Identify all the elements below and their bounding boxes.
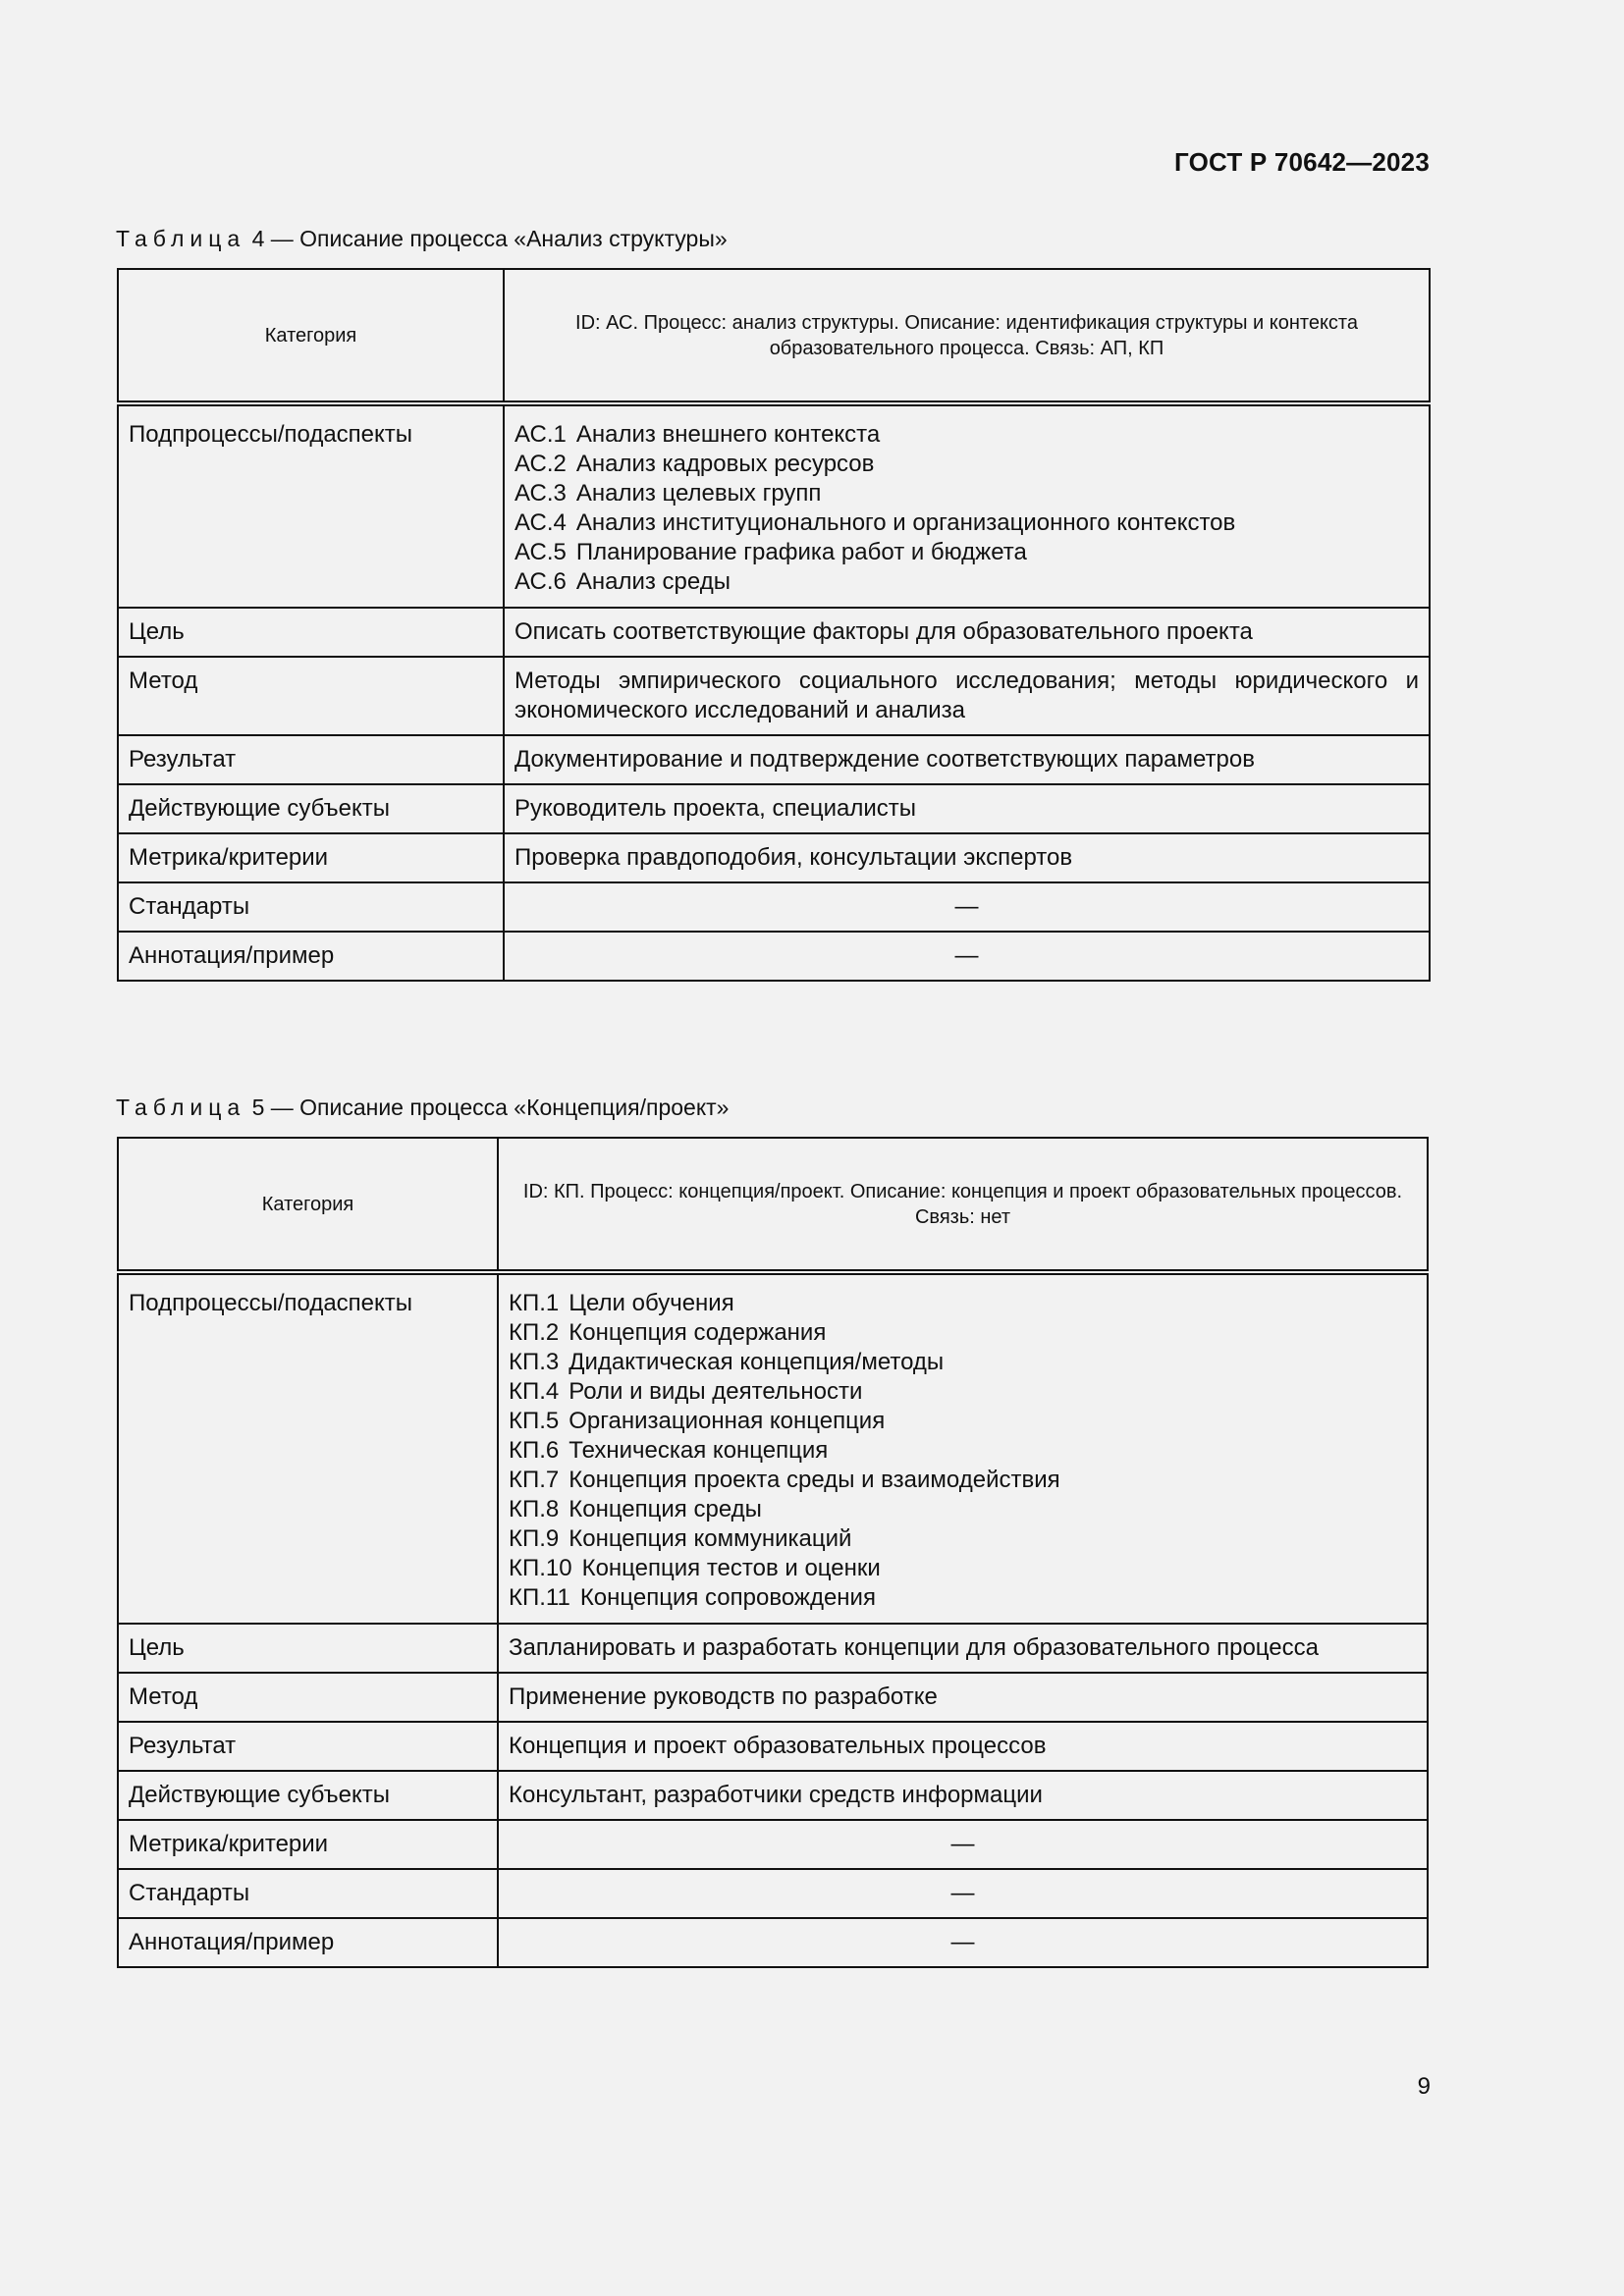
subprocess-item bbox=[509, 1436, 1417, 1466]
table5-caption bbox=[116, 1095, 729, 1121]
table5-subprocesses-list bbox=[498, 1272, 1428, 1624]
subprocess-text: Концепция коммуникаций bbox=[568, 1525, 852, 1552]
table5-row-label: Действующие субъекты bbox=[118, 1771, 498, 1820]
table4-row-value: Документирование и подтверждение соответствующих параметров bbox=[504, 735, 1430, 784]
table4-subprocesses-row bbox=[118, 403, 1430, 608]
table5-row-label: Цель bbox=[118, 1624, 498, 1673]
subprocess-text: Роли и виды деятельности bbox=[568, 1378, 863, 1405]
subprocess-code: АС.5 bbox=[514, 539, 567, 565]
table-row bbox=[118, 1673, 1428, 1722]
subprocess-item bbox=[514, 420, 1419, 450]
subprocess-text: Концепция проекта среды и взаимодействия bbox=[568, 1467, 1060, 1493]
table4-row-value: Проверка правдоподобия, консультации экспертов bbox=[504, 833, 1430, 882]
table5-row-value: Запланировать и разработать концепции для образовательного процесса bbox=[498, 1624, 1428, 1673]
table5-header-row bbox=[118, 1138, 1428, 1272]
table-row bbox=[118, 882, 1430, 932]
table4-row-label: Метрика/критерии bbox=[118, 833, 504, 882]
table-row bbox=[118, 1722, 1428, 1771]
table4-header-description: ID: АС. Процесс: анализ структуры. Описание: идентификация структуры и контекста образовательного процесса. Связь: АП, КП bbox=[504, 269, 1430, 403]
subprocess-text: Анализ среды bbox=[575, 568, 731, 595]
subprocess-code: КП.11 bbox=[509, 1584, 570, 1611]
table4-header-category: Категория bbox=[118, 269, 504, 403]
table5-header-description: ID: КП. Процесс: концепция/проект. Описание: концепция и проект образовательных процессов. Связь: нет bbox=[498, 1138, 1428, 1272]
table-row bbox=[118, 608, 1430, 657]
table-row bbox=[118, 1869, 1428, 1918]
subprocess-item bbox=[509, 1495, 1417, 1524]
subprocess-code: АС.3 bbox=[514, 480, 567, 507]
subprocess-code: КП.9 bbox=[509, 1525, 560, 1552]
subprocess-text: Анализ внешнего контекста bbox=[575, 421, 881, 448]
subprocess-text: Техническая концепция bbox=[568, 1437, 829, 1464]
subprocess-text: Концепция тестов и оценки bbox=[581, 1555, 881, 1581]
subprocess-item bbox=[509, 1377, 1417, 1407]
table-row bbox=[118, 833, 1430, 882]
table-row bbox=[118, 1918, 1428, 1967]
table-row bbox=[118, 784, 1430, 833]
table4-caption-prefix: Таблица bbox=[116, 226, 246, 251]
table4-row-value: Методы эмпирического социального исследования; методы юридического и экономического исследований и анализа bbox=[504, 657, 1430, 735]
table5 bbox=[117, 1137, 1429, 1968]
subprocess-item bbox=[509, 1583, 1417, 1613]
subprocess-item bbox=[509, 1289, 1417, 1318]
table5-subprocesses-label: Подпроцессы/подаспекты bbox=[118, 1272, 498, 1624]
table5-row-value: Применение руководств по разработке bbox=[498, 1673, 1428, 1722]
subprocess-text: Концепция содержания bbox=[568, 1319, 827, 1346]
table4-row-value: Руководитель проекта, специалисты bbox=[504, 784, 1430, 833]
table4-row-label: Стандарты bbox=[118, 882, 504, 932]
document-id: ГОСТ Р 70642—2023 bbox=[1174, 147, 1430, 177]
subprocess-item bbox=[509, 1554, 1417, 1583]
subprocess-item bbox=[509, 1318, 1417, 1348]
subprocess-item bbox=[514, 538, 1419, 567]
subprocess-text: Дидактическая концепция/методы bbox=[568, 1349, 945, 1375]
table5-row-label: Стандарты bbox=[118, 1869, 498, 1918]
subprocess-item bbox=[509, 1407, 1417, 1436]
table4-row-value: — bbox=[504, 882, 1430, 932]
table4-row-label: Результат bbox=[118, 735, 504, 784]
table4-subprocesses-label: Подпроцессы/подаспекты bbox=[118, 403, 504, 608]
table4-row-value: Описать соответствующие факторы для образовательного проекта bbox=[504, 608, 1430, 657]
table4-row-label: Метод bbox=[118, 657, 504, 735]
subprocess-item bbox=[514, 508, 1419, 538]
subprocess-text: Концепция среды bbox=[568, 1496, 762, 1522]
page-number: 9 bbox=[1417, 2073, 1431, 2100]
table-row bbox=[118, 932, 1430, 981]
subprocess-code: АС.6 bbox=[514, 568, 567, 595]
subprocess-code: АС.4 bbox=[514, 509, 567, 536]
table5-row-label: Метрика/критерии bbox=[118, 1820, 498, 1869]
table-row bbox=[118, 735, 1430, 784]
subprocess-code: КП.7 bbox=[509, 1467, 560, 1493]
subprocess-code: КП.4 bbox=[509, 1378, 560, 1405]
table4-subprocesses-list bbox=[504, 403, 1430, 608]
subprocess-text: Организационная концепция bbox=[568, 1408, 886, 1434]
table5-header-category: Категория bbox=[118, 1138, 498, 1272]
subprocess-code: АС.1 bbox=[514, 421, 567, 448]
table5-row-label: Результат bbox=[118, 1722, 498, 1771]
table5-row-value: — bbox=[498, 1820, 1428, 1869]
table5-caption-prefix: Таблица bbox=[116, 1095, 246, 1120]
table5-row-value: Концепция и проект образовательных процессов bbox=[498, 1722, 1428, 1771]
subprocess-item bbox=[514, 479, 1419, 508]
table5-row-label: Метод bbox=[118, 1673, 498, 1722]
subprocess-code: КП.1 bbox=[509, 1290, 560, 1316]
subprocess-text: Анализ целевых групп bbox=[575, 480, 822, 507]
table4-caption bbox=[116, 226, 728, 252]
subprocess-text: Цели обучения bbox=[568, 1290, 734, 1316]
table-row bbox=[118, 1624, 1428, 1673]
table5-row-value: Консультант, разработчики средств информации bbox=[498, 1771, 1428, 1820]
subprocess-text: Планирование графика работ и бюджета bbox=[575, 539, 1027, 565]
subprocess-code: КП.10 bbox=[509, 1555, 572, 1581]
table4 bbox=[117, 268, 1431, 982]
table5-row-label: Аннотация/пример bbox=[118, 1918, 498, 1967]
subprocess-text: Анализ институционального и организационного контекстов bbox=[575, 509, 1236, 536]
table4-row-label: Аннотация/пример bbox=[118, 932, 504, 981]
table-row bbox=[118, 657, 1430, 735]
subprocess-code: КП.5 bbox=[509, 1408, 560, 1434]
subprocess-text: Анализ кадровых ресурсов bbox=[575, 451, 875, 477]
subprocess-code: АС.2 bbox=[514, 451, 567, 477]
subprocess-item bbox=[514, 450, 1419, 479]
table5-caption-text: 5 — Описание процесса «Концепция/проект» bbox=[251, 1095, 730, 1120]
subprocess-text: Концепция сопровождения bbox=[579, 1584, 876, 1611]
table-row bbox=[118, 1820, 1428, 1869]
subprocess-code: КП.2 bbox=[509, 1319, 560, 1346]
table5-row-value: — bbox=[498, 1869, 1428, 1918]
subprocess-code: КП.3 bbox=[509, 1349, 560, 1375]
table4-row-label: Цель bbox=[118, 608, 504, 657]
table4-header-row bbox=[118, 269, 1430, 403]
subprocess-item bbox=[509, 1348, 1417, 1377]
subprocess-item bbox=[514, 567, 1419, 597]
subprocess-code: КП.6 bbox=[509, 1437, 560, 1464]
subprocess-item bbox=[509, 1466, 1417, 1495]
table5-subprocesses-row bbox=[118, 1272, 1428, 1624]
subprocess-code: КП.8 bbox=[509, 1496, 560, 1522]
table4-row-value: — bbox=[504, 932, 1430, 981]
table5-row-value: — bbox=[498, 1918, 1428, 1967]
subprocess-item bbox=[509, 1524, 1417, 1554]
table4-row-label: Действующие субъекты bbox=[118, 784, 504, 833]
table-row bbox=[118, 1771, 1428, 1820]
table4-caption-text: 4 — Описание процесса «Анализ структуры» bbox=[251, 226, 728, 251]
